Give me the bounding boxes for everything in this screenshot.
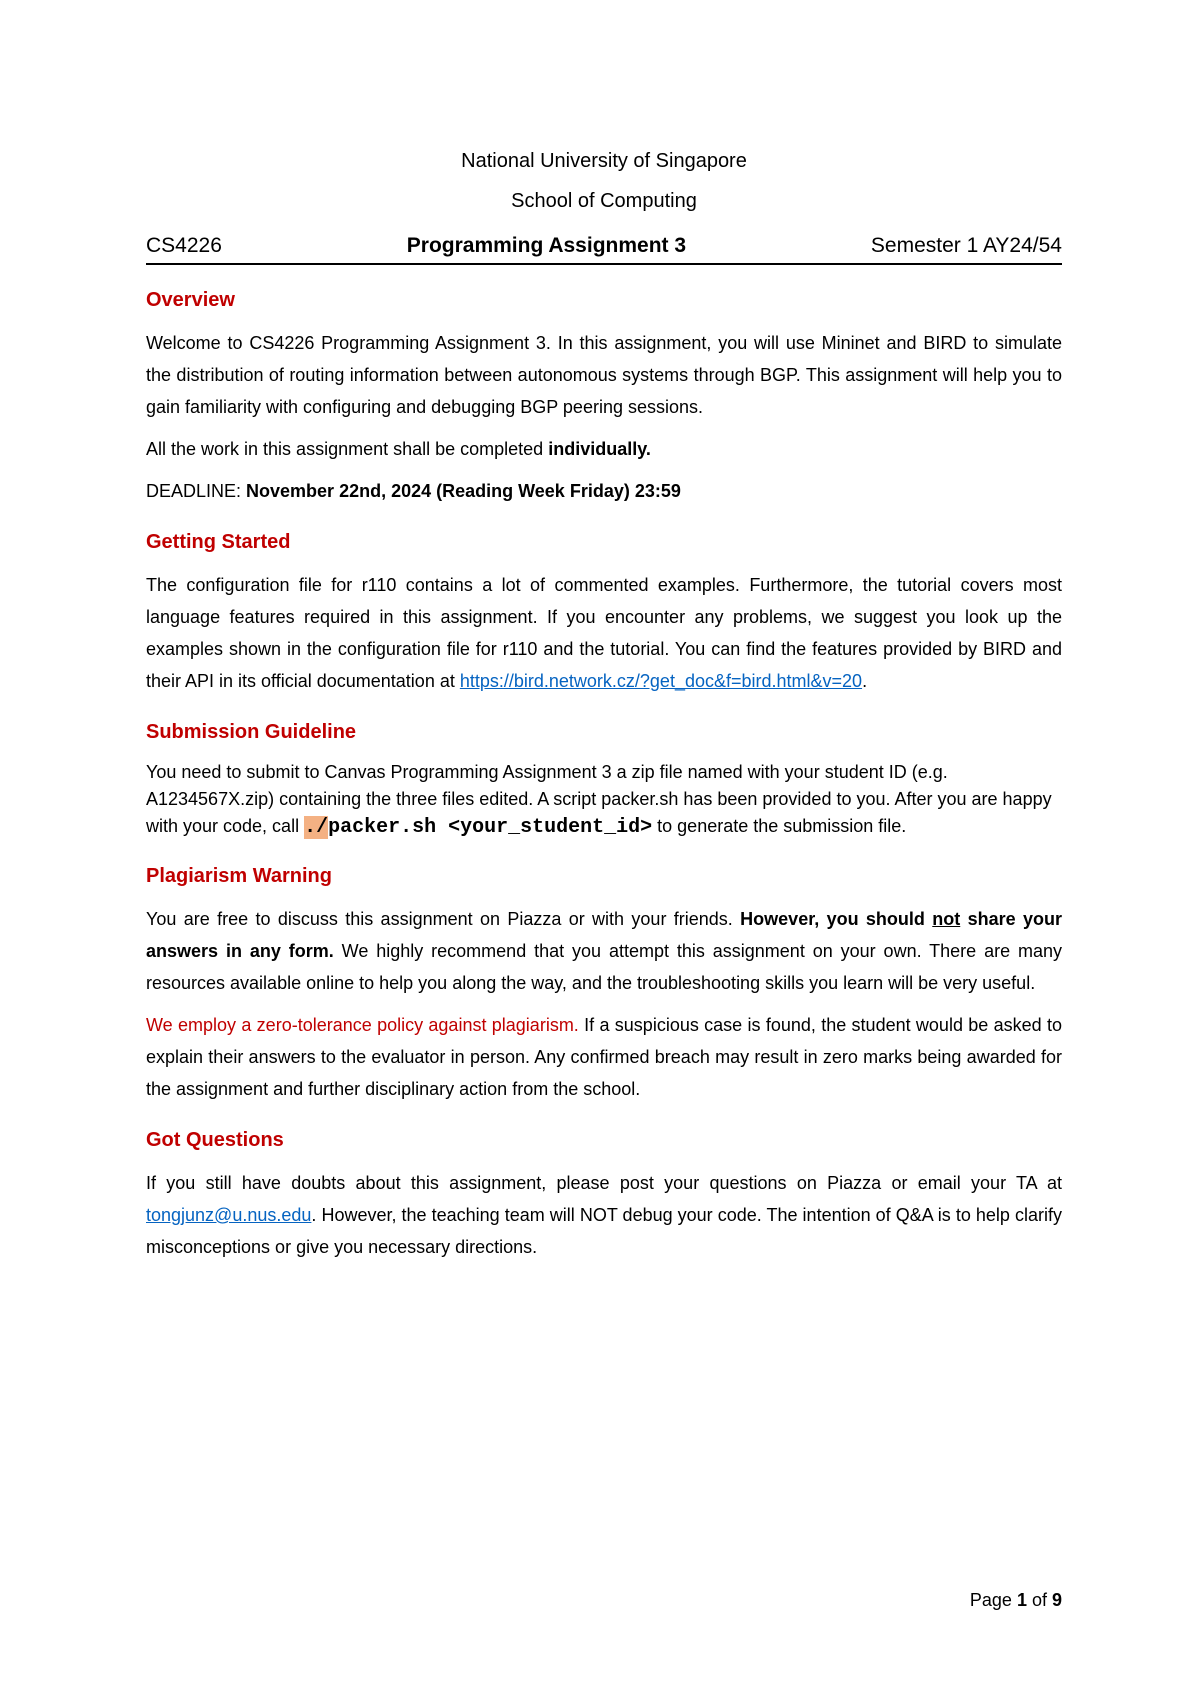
plagiarism-consequences: If a suspicious case is found, the student would be asked to explain their answers to the evaluator in person. Any confirmed breach may result in zero marks being awarded for the assignment and further disciplinary action from the school. (146, 1015, 1062, 1099)
questions-text: If you still have doubts about this assignment, please post your questions on Piazza or email your TA at (146, 1173, 1062, 1193)
plagiarism-heading: Plagiarism Warning (146, 865, 332, 887)
submission-paragraph (146, 759, 1062, 841)
page-of: of (1026, 1590, 1052, 1610)
questions-heading: Got Questions (146, 1129, 284, 1151)
getting-started-heading: Getting Started (146, 531, 291, 553)
deadline-line (146, 475, 1062, 507)
page-total: 9 (1051, 1590, 1062, 1610)
submission-text: You need to submit to Canvas Programming Assignment 3 a zip file named with your student ID (e.g. A1234567X.zip) containing the three files edited. A script packer.sh has been provided to you. After you are happy with your code, call (146, 762, 1052, 836)
getting-started-end: . (862, 671, 868, 691)
individual-emphasis: individually. (548, 439, 651, 459)
course-code: CS4226 (146, 234, 222, 257)
zero-tolerance-statement: We employ a zero-tolerance policy against plagiarism. (146, 1015, 579, 1035)
deadline-label: DEADLINE: (146, 481, 247, 501)
submission-text-end: to generate the submission file. (652, 816, 907, 836)
semester-label: Semester 1 AY24/54 (870, 234, 1062, 257)
plagiarism-paragraph-2 (146, 1009, 1062, 1105)
plagiarism-not: not (932, 909, 961, 929)
plagiarism-bold: However, you should (740, 909, 933, 929)
packer-command-highlight: ./ (304, 816, 329, 839)
getting-started-text: The configuration file for r110 contains a lot of commented examples. Furthermore, the tutorial covers most language features required in this assignment. If you encounter any problems, we suggest you look up the examples shown in the configuration file for r110 and the tutorial. You can find the features provided by BIRD and their API in its official documentation at (146, 575, 1062, 691)
page-label: Page (969, 1590, 1017, 1610)
plagiarism-text-start: You are free to discuss this assignment on Piazza or with your friends. (146, 909, 741, 929)
submission-heading: Submission Guideline (146, 721, 357, 743)
page-content (146, 138, 1062, 1273)
assignment-title: Programming Assignment 3 (406, 234, 687, 257)
title-row (146, 232, 1062, 265)
plagiarism-paragraph-1 (146, 903, 1062, 999)
bird-docs-link[interactable]: https://bird.network.cz/?get_doc&f=bird.html&v=20 (459, 671, 863, 691)
page-current: 1 (1016, 1590, 1027, 1610)
institution-name: National University of Singapore (461, 150, 747, 172)
plagiarism-bold-2: share your answers in any form. (146, 909, 1062, 961)
questions-paragraph (146, 1167, 1062, 1263)
ta-email-link[interactable]: tongjunz@u.nus.edu (146, 1205, 312, 1225)
individual-note-text: All the work in this assignment shall be completed (146, 439, 549, 459)
overview-heading: Overview (146, 289, 235, 311)
individual-note (146, 433, 1062, 465)
overview-paragraph: Welcome to CS4226 Programming Assignment 3. In this assignment, you will use Mininet and BIRD to simulate the distribution of routing information between autonomous systems through BGP. This assignment will help you to gain familiarity with configuring and debugging BGP peering sessions. (146, 333, 1062, 417)
getting-started-paragraph (146, 569, 1062, 697)
school-name: School of Computing (511, 190, 697, 212)
plagiarism-text-end: We highly recommend that you attempt this assignment on your own. There are many resources available online to help you along the way, and the troubleshooting skills you learn will be very useful. (146, 941, 1062, 993)
deadline-value: November 22nd, 2024 (Reading Week Friday) 23:59 (246, 481, 681, 501)
page-number (970, 1588, 1062, 1612)
questions-text-end: . However, the teaching team will NOT debug your code. The intention of Q&A is to help clarify misconceptions or give you necessary directions. (146, 1205, 1062, 1257)
packer-command: packer.sh <your_student_id> (328, 816, 653, 839)
